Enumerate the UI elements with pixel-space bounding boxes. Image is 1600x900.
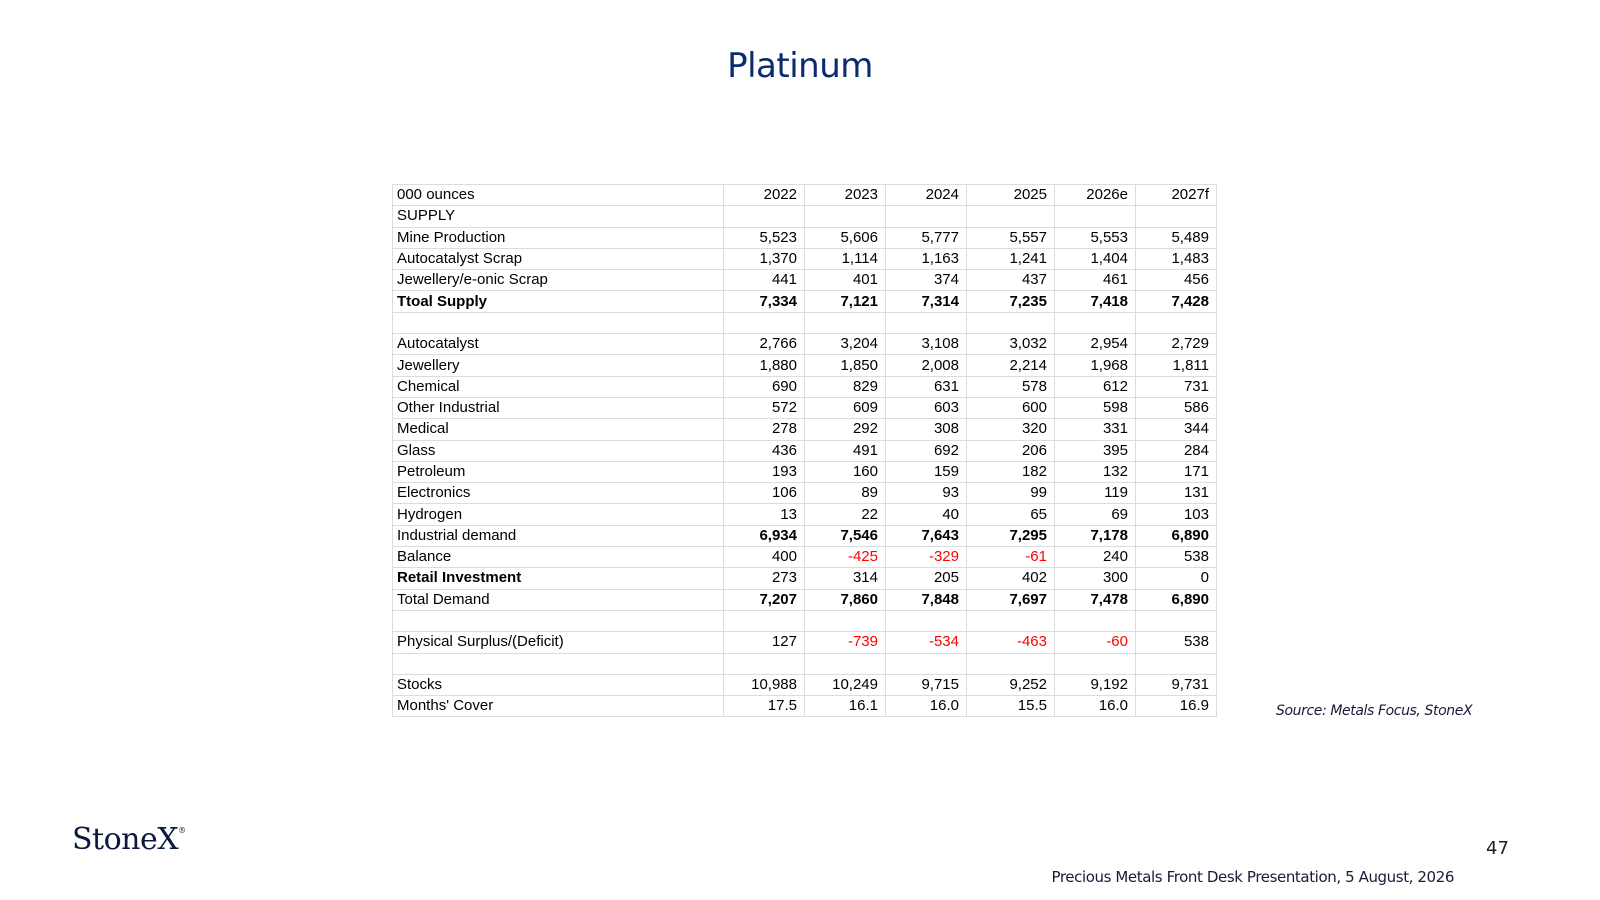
table-row — [393, 248, 1217, 269]
value-cell: -739 — [805, 632, 886, 653]
header-year-cell: 2023 — [805, 185, 886, 206]
value-cell — [724, 312, 805, 333]
value-cell — [724, 610, 805, 631]
value-cell: 16.9 — [1136, 696, 1217, 717]
value-cell: 692 — [886, 440, 967, 461]
row-label: Autocatalyst — [393, 334, 724, 355]
page-title: Platinum — [727, 46, 873, 86]
value-cell: 402 — [967, 568, 1055, 589]
row-label: Mine Production — [393, 227, 724, 248]
table-row — [393, 461, 1217, 482]
value-cell: -329 — [886, 547, 967, 568]
value-cell: 631 — [886, 376, 967, 397]
table-row — [393, 440, 1217, 461]
value-cell: 2,214 — [967, 355, 1055, 376]
value-cell — [805, 206, 886, 227]
value-cell: 2,008 — [886, 355, 967, 376]
table-row — [393, 334, 1217, 355]
value-cell: 0 — [1136, 568, 1217, 589]
row-label: Total Demand — [393, 589, 724, 610]
value-cell: 9,731 — [1136, 674, 1217, 695]
value-cell: 344 — [1136, 419, 1217, 440]
value-cell: 10,249 — [805, 674, 886, 695]
value-cell: 159 — [886, 461, 967, 482]
table-row — [393, 270, 1217, 291]
row-label: Glass — [393, 440, 724, 461]
value-cell: 9,252 — [967, 674, 1055, 695]
value-cell: 65 — [967, 504, 1055, 525]
value-cell: 131 — [1136, 483, 1217, 504]
value-cell: 16.1 — [805, 696, 886, 717]
value-cell: 240 — [1055, 547, 1136, 568]
value-cell: 7,860 — [805, 589, 886, 610]
value-cell — [886, 610, 967, 631]
table-row — [393, 312, 1217, 333]
value-cell: 1,370 — [724, 248, 805, 269]
value-cell: 206 — [967, 440, 1055, 461]
value-cell: 3,204 — [805, 334, 886, 355]
value-cell: 1,404 — [1055, 248, 1136, 269]
table-body — [393, 185, 1217, 717]
value-cell: 456 — [1136, 270, 1217, 291]
value-cell — [967, 206, 1055, 227]
value-cell — [967, 610, 1055, 631]
value-cell: 7,178 — [1055, 525, 1136, 546]
source-note: Source: Metals Focus, StoneX — [1276, 703, 1473, 719]
table-row — [393, 397, 1217, 418]
value-cell: 16.0 — [886, 696, 967, 717]
value-cell: 436 — [724, 440, 805, 461]
table-row — [393, 206, 1217, 227]
value-cell: 400 — [724, 547, 805, 568]
header-year-cell: 2024 — [886, 185, 967, 206]
value-cell: 205 — [886, 568, 967, 589]
table-row — [393, 355, 1217, 376]
value-cell — [1055, 312, 1136, 333]
value-cell: 40 — [886, 504, 967, 525]
value-cell: 119 — [1055, 483, 1136, 504]
value-cell: 538 — [1136, 547, 1217, 568]
table-row — [393, 610, 1217, 631]
value-cell: 1,241 — [967, 248, 1055, 269]
row-label: Stocks — [393, 674, 724, 695]
table-row — [393, 589, 1217, 610]
row-label — [393, 653, 724, 674]
row-label: Medical — [393, 419, 724, 440]
value-cell: 731 — [1136, 376, 1217, 397]
value-cell: 1,850 — [805, 355, 886, 376]
row-label: Retail Investment — [393, 568, 724, 589]
value-cell: 2,954 — [1055, 334, 1136, 355]
value-cell: 17.5 — [724, 696, 805, 717]
value-cell: 603 — [886, 397, 967, 418]
value-cell: -463 — [967, 632, 1055, 653]
value-cell — [1136, 312, 1217, 333]
footer-text: Precious Metals Front Desk Presentation, 5 August, 2026 — [1051, 868, 1454, 886]
value-cell: 93 — [886, 483, 967, 504]
value-cell: 1,483 — [1136, 248, 1217, 269]
value-cell: 612 — [1055, 376, 1136, 397]
value-cell: -425 — [805, 547, 886, 568]
value-cell — [805, 653, 886, 674]
value-cell: 9,192 — [1055, 674, 1136, 695]
value-cell: 273 — [724, 568, 805, 589]
registered-mark-icon: ® — [178, 826, 186, 835]
header-unit-cell: 000 ounces — [393, 185, 724, 206]
value-cell: 292 — [805, 419, 886, 440]
value-cell: 3,108 — [886, 334, 967, 355]
value-cell: 829 — [805, 376, 886, 397]
value-cell: 1,968 — [1055, 355, 1136, 376]
value-cell — [1055, 610, 1136, 631]
value-cell: 1,163 — [886, 248, 967, 269]
value-cell — [724, 206, 805, 227]
row-label: Ttoal Supply — [393, 291, 724, 312]
row-label: Other Industrial — [393, 397, 724, 418]
value-cell: 609 — [805, 397, 886, 418]
value-cell: 171 — [1136, 461, 1217, 482]
table-row — [393, 696, 1217, 717]
value-cell: 7,643 — [886, 525, 967, 546]
table-row — [393, 291, 1217, 312]
logo-text: StoneX — [72, 822, 179, 857]
value-cell: 284 — [1136, 440, 1217, 461]
table-row — [393, 227, 1217, 248]
value-cell — [1136, 206, 1217, 227]
value-cell: 7,334 — [724, 291, 805, 312]
value-cell — [886, 653, 967, 674]
value-cell: 13 — [724, 504, 805, 525]
value-cell — [1136, 610, 1217, 631]
value-cell: 7,697 — [967, 589, 1055, 610]
supply-demand-table — [392, 184, 1217, 717]
value-cell: 7,207 — [724, 589, 805, 610]
value-cell — [1055, 206, 1136, 227]
value-cell: 690 — [724, 376, 805, 397]
row-label: Petroleum — [393, 461, 724, 482]
value-cell: 300 — [1055, 568, 1136, 589]
value-cell: 5,523 — [724, 227, 805, 248]
table-row — [393, 419, 1217, 440]
value-cell: 5,489 — [1136, 227, 1217, 248]
table-row — [393, 504, 1217, 525]
table-row — [393, 632, 1217, 653]
table-row — [393, 376, 1217, 397]
value-cell: 6,934 — [724, 525, 805, 546]
stonex-logo — [72, 822, 186, 857]
value-cell: 99 — [967, 483, 1055, 504]
table-row — [393, 547, 1217, 568]
value-cell: 69 — [1055, 504, 1136, 525]
table-row — [393, 483, 1217, 504]
value-cell: 320 — [967, 419, 1055, 440]
value-cell: 7,235 — [967, 291, 1055, 312]
value-cell: 7,478 — [1055, 589, 1136, 610]
value-cell — [967, 312, 1055, 333]
value-cell: 10,988 — [724, 674, 805, 695]
value-cell: 103 — [1136, 504, 1217, 525]
value-cell: 6,890 — [1136, 525, 1217, 546]
row-label: Industrial demand — [393, 525, 724, 546]
value-cell: 7,295 — [967, 525, 1055, 546]
value-cell: 437 — [967, 270, 1055, 291]
value-cell — [886, 312, 967, 333]
row-label — [393, 312, 724, 333]
row-label — [393, 610, 724, 631]
value-cell — [967, 653, 1055, 674]
value-cell: 182 — [967, 461, 1055, 482]
value-cell: 491 — [805, 440, 886, 461]
value-cell: 538 — [1136, 632, 1217, 653]
table-row — [393, 653, 1217, 674]
value-cell — [886, 206, 967, 227]
value-cell: -60 — [1055, 632, 1136, 653]
value-cell: 7,428 — [1136, 291, 1217, 312]
value-cell: 572 — [724, 397, 805, 418]
table-row — [393, 674, 1217, 695]
value-cell: -61 — [967, 547, 1055, 568]
row-label: Physical Surplus/(Deficit) — [393, 632, 724, 653]
value-cell: 401 — [805, 270, 886, 291]
value-cell: 7,121 — [805, 291, 886, 312]
value-cell — [1055, 653, 1136, 674]
value-cell — [805, 610, 886, 631]
value-cell — [1136, 653, 1217, 674]
value-cell: 6,890 — [1136, 589, 1217, 610]
value-cell: 374 — [886, 270, 967, 291]
value-cell: 5,777 — [886, 227, 967, 248]
value-cell: 578 — [967, 376, 1055, 397]
value-cell: 1,811 — [1136, 355, 1217, 376]
value-cell: 9,715 — [886, 674, 967, 695]
value-cell: 600 — [967, 397, 1055, 418]
row-label: Balance — [393, 547, 724, 568]
page-number: 47 — [1486, 838, 1509, 859]
header-year-cell: 2025 — [967, 185, 1055, 206]
value-cell: 15.5 — [967, 696, 1055, 717]
value-cell: 193 — [724, 461, 805, 482]
value-cell: 7,418 — [1055, 291, 1136, 312]
value-cell: 5,553 — [1055, 227, 1136, 248]
value-cell: 2,729 — [1136, 334, 1217, 355]
value-cell: 3,032 — [967, 334, 1055, 355]
value-cell: 461 — [1055, 270, 1136, 291]
value-cell: 127 — [724, 632, 805, 653]
value-cell: 160 — [805, 461, 886, 482]
row-label: Jewellery/e-onic Scrap — [393, 270, 724, 291]
value-cell: 7,848 — [886, 589, 967, 610]
value-cell: 1,880 — [724, 355, 805, 376]
value-cell: 89 — [805, 483, 886, 504]
row-label: SUPPLY — [393, 206, 724, 227]
value-cell: 308 — [886, 419, 967, 440]
value-cell: 1,114 — [805, 248, 886, 269]
value-cell — [724, 653, 805, 674]
table-row — [393, 568, 1217, 589]
row-label: Hydrogen — [393, 504, 724, 525]
value-cell: 22 — [805, 504, 886, 525]
row-label: Jewellery — [393, 355, 724, 376]
value-cell: 5,606 — [805, 227, 886, 248]
value-cell: 106 — [724, 483, 805, 504]
value-cell: 314 — [805, 568, 886, 589]
value-cell: 441 — [724, 270, 805, 291]
value-cell: 16.0 — [1055, 696, 1136, 717]
header-year-cell: 2027f — [1136, 185, 1217, 206]
value-cell: 7,314 — [886, 291, 967, 312]
value-cell: 598 — [1055, 397, 1136, 418]
value-cell: 7,546 — [805, 525, 886, 546]
row-label: Chemical — [393, 376, 724, 397]
header-year-cell: 2026e — [1055, 185, 1136, 206]
value-cell: 395 — [1055, 440, 1136, 461]
value-cell: 331 — [1055, 419, 1136, 440]
value-cell: 278 — [724, 419, 805, 440]
value-cell: -534 — [886, 632, 967, 653]
value-cell — [805, 312, 886, 333]
row-label: Electronics — [393, 483, 724, 504]
header-year-cell: 2022 — [724, 185, 805, 206]
table-row — [393, 525, 1217, 546]
table-header-row — [393, 185, 1217, 206]
row-label: Autocatalyst Scrap — [393, 248, 724, 269]
value-cell: 132 — [1055, 461, 1136, 482]
value-cell: 2,766 — [724, 334, 805, 355]
row-label: Months' Cover — [393, 696, 724, 717]
value-cell: 5,557 — [967, 227, 1055, 248]
value-cell: 586 — [1136, 397, 1217, 418]
